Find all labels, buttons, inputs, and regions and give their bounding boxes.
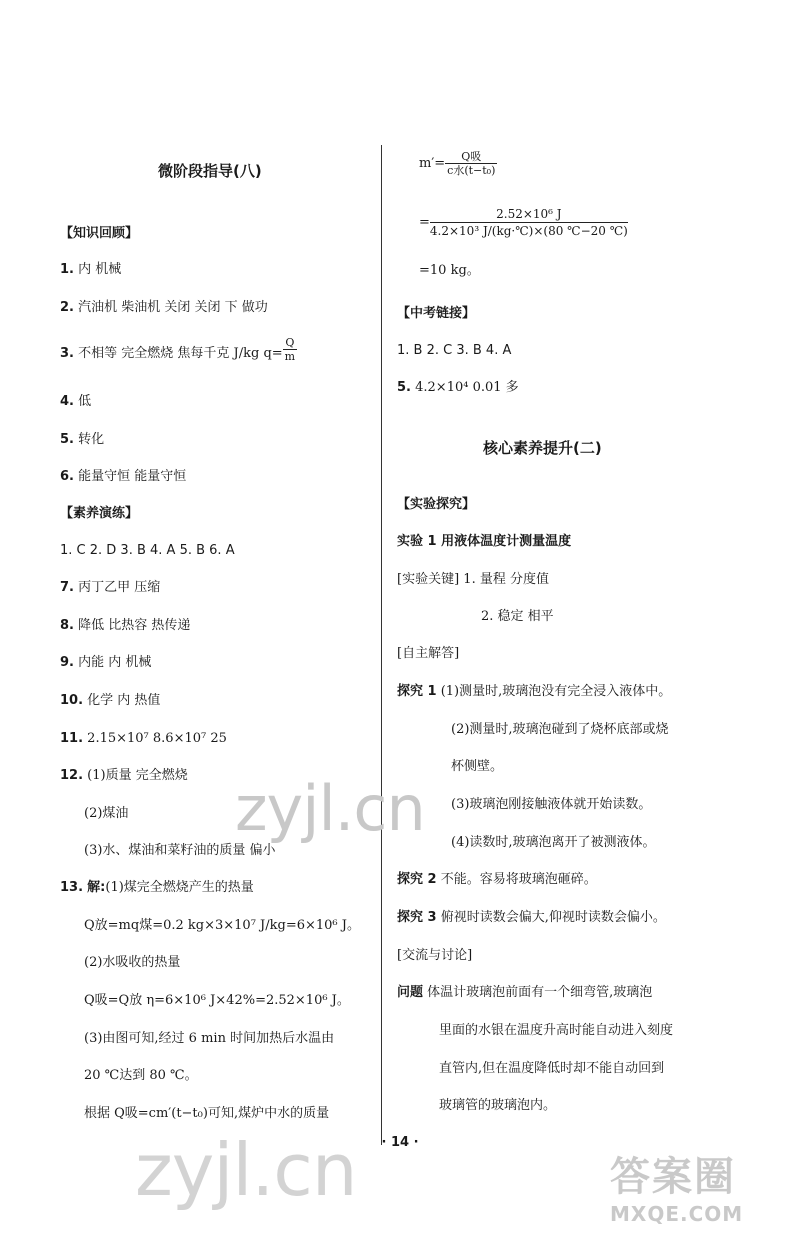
experiment-key-2: 2. 稳定 相平 [481, 609, 554, 624]
answer-k3: 3. 不相等 完全燃烧 焦每千克 J/kg q= $\frac{Q}{m}$ [60, 336, 296, 363]
answer-s10: 10. 化学 内 热值 [60, 693, 161, 708]
inquiry-1-b2: 杯侧壁。 [451, 759, 504, 774]
inquiry-1-d: (4)读数时,玻璃泡离开了被测液体。 [451, 835, 656, 850]
inquiry-2: 探究 2 不能。容易将玻璃泡砸碎。 [397, 872, 597, 887]
answer-s12: 12. (1)质量 完全燃烧 [60, 768, 188, 783]
answer-z5: 5. 4.2×10⁴ 0.01 多 [397, 380, 519, 395]
page-number: · 14 · [381, 1135, 419, 1150]
inquiry-1-b: (2)测量时,玻璃泡碰到了烧杯底部或烧 [451, 722, 669, 737]
inquiry-3: 探究 3 俯视时读数会偏大,仰视时读数会偏小。 [397, 910, 666, 925]
answer-s7: 7. 丙丁乙甲 压缩 [60, 580, 161, 595]
experiment-1-title: 实验 1 用液体温度计测量温度 [397, 534, 572, 549]
question-line-4: 玻璃管的玻璃泡内。 [439, 1098, 557, 1113]
section-title-2: 核心素养提升(二) [483, 439, 602, 457]
self-answer-label: [自主解答] [397, 646, 460, 661]
watermark-zyjl-bottom: zyjl.cn [135, 1128, 357, 1212]
answer-s13-heat: Q放=mq煤=0.2 kg×3×10⁷ J/kg=6×10⁶ J。 [84, 918, 360, 933]
question-line-3: 直管内,但在温度降低时却不能自动回到 [439, 1061, 665, 1076]
watermark-zyjl: zyjl.cn [235, 772, 425, 845]
discussion-label: [交流与讨论] [397, 948, 473, 963]
section-title-1: 微阶段指导(八) [158, 162, 262, 180]
heading-exam-link: 【中考链接】 [397, 306, 476, 321]
answer-s13-absorb: Q吸=Q放 η=6×10⁶ J×42%=2.52×10⁶ J。 [84, 993, 350, 1008]
equation-substitution: = $\frac{\text{2.52×10⁶ J}}{\text{4.2×10³ J/(kg·℃)×(80 ℃−20 ℃)}}$ [419, 207, 628, 238]
column-divider [381, 145, 382, 1145]
equation-mass: m′= $\frac{\text{Q吸}}{\text{c水(t−t₀)}}$ [419, 150, 496, 177]
answer-s13-3: (3)由图可知,经过 6 min 时间加热后水温由 [84, 1031, 335, 1046]
answer-s8: 8. 降低 比热容 热传递 [60, 618, 191, 633]
answer-k1: 1. 内 机械 [60, 262, 122, 277]
heading-experiment: 【实验探究】 [397, 497, 476, 512]
answer-k5: 5. 转化 [60, 432, 105, 447]
answer-s13-mass: 根据 Q吸=cm′(t−t₀)可知,煤炉中水的质量 [84, 1106, 330, 1121]
heading-practice: 【素养演练】 [60, 506, 139, 521]
answer-s11: 11. 2.15×10⁷ 8.6×10⁷ 25 [60, 731, 227, 746]
answer-s13: 13. 解:(1)煤完全燃烧产生的热量 [60, 880, 254, 895]
answer-s1-6: 1. C 2. D 3. B 4. A 5. B 6. A [60, 543, 235, 558]
answer-z1-4: 1. B 2. C 3. B 4. A [397, 343, 512, 358]
experiment-key: [实验关键] 1. 量程 分度值 [397, 572, 549, 587]
watermark-mxqe: 答案圈 MXQE.COM [610, 1154, 744, 1226]
answer-s13-2: (2)水吸收的热量 [84, 955, 181, 970]
answer-k2: 2. 汽油机 柴油机 关闭 关闭 下 做功 [60, 300, 268, 315]
inquiry-1-c: (3)玻璃泡刚接触液体就开始读数。 [451, 797, 652, 812]
question-line-2: 里面的水银在温度升高时能自动进入刻度 [439, 1023, 674, 1038]
answer-s12-3: (3)水、煤油和菜籽油的质量 偏小 [84, 843, 276, 858]
answer-k6: 6. 能量守恒 能量守恒 [60, 469, 187, 484]
answer-s12-2: (2)煤油 [84, 806, 129, 821]
equation-result: =10 kg。 [419, 263, 480, 278]
heading-knowledge-review: 【知识回顾】 [60, 226, 139, 241]
answer-k4: 4. 低 [60, 394, 92, 409]
answer-s13-temp: 20 ℃达到 80 ℃。 [84, 1068, 198, 1083]
inquiry-1: 探究 1 (1)测量时,玻璃泡没有完全浸入液体中。 [397, 684, 672, 699]
question-line-1: 问题 体温计玻璃泡前面有一个细弯管,玻璃泡 [397, 985, 653, 1000]
formula-q-over-m: $\frac{Q}{m}$ [284, 336, 296, 363]
answer-s9: 9. 内能 内 机械 [60, 655, 152, 670]
